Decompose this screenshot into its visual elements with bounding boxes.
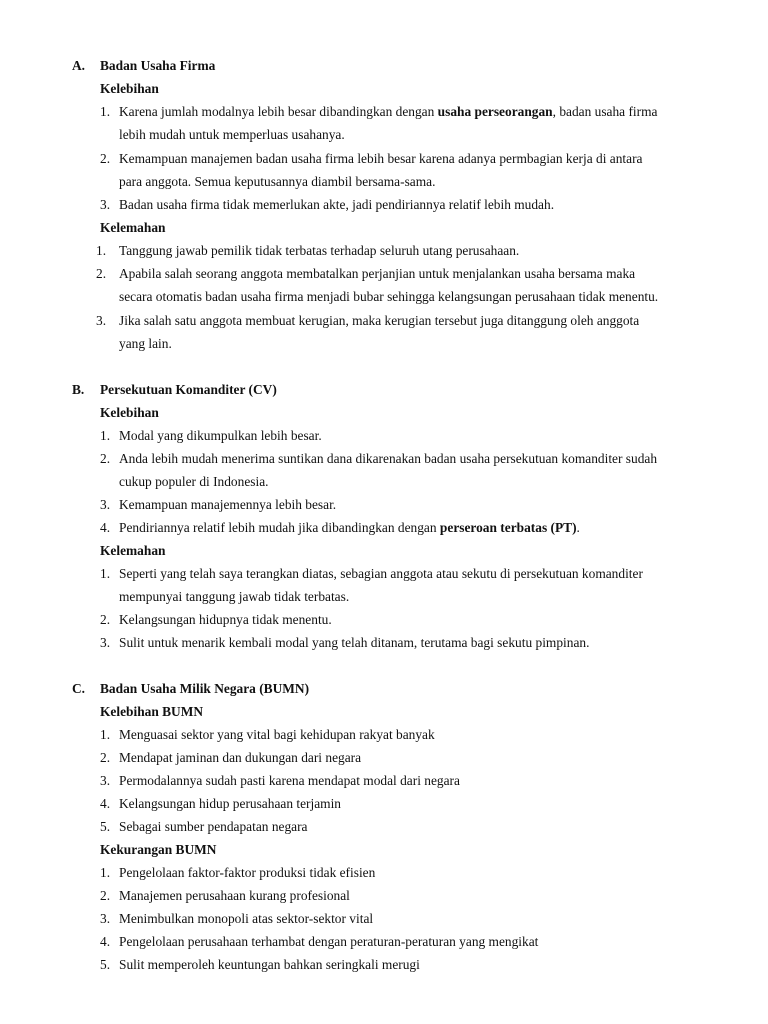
list-item-text-continued: cukup populer di Indonesia.	[119, 474, 269, 489]
section-a-disadvantages-heading: Kelemahan	[100, 220, 166, 235]
list-number: 2.	[100, 888, 111, 903]
list-number: 2.	[100, 750, 111, 765]
list-item-text: Pengelolaan faktor-faktor produksi tidak efisien	[119, 865, 376, 880]
list-item-text-continued: secara otomatis badan usaha firma menjadi bubar sehingga kelangsungan perusahaan tidak menentu.	[119, 289, 659, 304]
list-number: 3.	[96, 313, 107, 328]
section-c-letter: C.	[72, 681, 86, 696]
section-b-letter: B.	[72, 382, 85, 397]
list-number: 3.	[100, 635, 111, 650]
section-a-letter: A.	[72, 58, 86, 73]
section-b-disadvantages-heading: Kelemahan	[100, 543, 166, 558]
list-item-text: Jika salah satu anggota membuat kerugian, maka kerugian tersebut juga ditanggung oleh anggota	[119, 313, 640, 328]
list-item-text: Karena jumlah modalnya lebih besar dibandingkan dengan usaha perseorangan, badan usaha firma	[119, 104, 658, 119]
section-a-advantages-heading: Kelebihan	[100, 81, 159, 96]
list-item-text: Sulit memperoleh keuntungan bahkan seringkali merugi	[119, 957, 420, 972]
bold-term: usaha perseorangan	[437, 104, 553, 119]
list-item-text: Kemampuan manajemennya lebih besar.	[119, 497, 337, 512]
section-c-disadvantages-heading: Kekurangan BUMN	[100, 842, 217, 857]
list-item-text: Tanggung jawab pemilik tidak terbatas terhadap seluruh utang perusahaan.	[119, 243, 520, 258]
list-number: 4.	[100, 520, 111, 535]
list-number: 4.	[100, 796, 111, 811]
list-number: 3.	[100, 911, 111, 926]
list-number: 1.	[100, 727, 111, 742]
section-b-advantages-heading: Kelebihan	[100, 405, 159, 420]
list-item-text: Mendapat jaminan dan dukungan dari negara	[119, 750, 362, 765]
list-item-text: Permodalannya sudah pasti karena mendapat modal dari negara	[119, 773, 460, 788]
list-number: 1.	[100, 104, 111, 119]
list-item-text: Kelangsungan hidup perusahaan terjamin	[119, 796, 341, 811]
list-item-text: Kelangsungan hidupnya tidak menentu.	[119, 612, 332, 627]
list-number: 3.	[100, 773, 111, 788]
list-item-text: Menimbulkan monopoli atas sektor-sektor vital	[119, 911, 374, 926]
list-item-text: Sulit untuk menarik kembali modal yang telah ditanam, terutama bagi sekutu pimpinan.	[119, 635, 590, 650]
list-item-text: Badan usaha firma tidak memerlukan akte, jadi pendiriannya relatif lebih mudah.	[119, 197, 555, 212]
list-item-text: Manajemen perusahaan kurang profesional	[119, 888, 350, 903]
list-number: 4.	[100, 934, 111, 949]
section-a-title: Badan Usaha Firma	[100, 58, 216, 73]
list-number: 2.	[100, 451, 111, 466]
list-item-text: Anda lebih mudah menerima suntikan dana dikarenakan badan usaha persekutuan komanditer sudah	[119, 451, 658, 466]
section-c-advantages-heading: Kelebihan BUMN	[100, 704, 204, 719]
list-item-text-continued: yang lain.	[119, 336, 172, 351]
list-item-text: Kemampuan manajemen badan usaha firma lebih besar karena adanya permbagian kerja di antara	[119, 151, 643, 166]
list-item-text: Modal yang dikumpulkan lebih besar.	[119, 428, 322, 443]
list-number: 1.	[100, 865, 111, 880]
section-b-title: Persekutuan Komanditer (CV)	[100, 382, 277, 397]
list-number: 3.	[100, 197, 111, 212]
list-item-text: Seperti yang telah saya terangkan diatas, sebagian anggota atau sekutu di persekutuan komanditer	[119, 566, 643, 581]
list-number: 2.	[100, 612, 111, 627]
list-number: 1.	[96, 243, 107, 258]
list-item-text: Pendiriannya relatif lebih mudah jika dibandingkan dengan perseroan terbatas (PT).	[119, 520, 580, 535]
bold-term: perseroan terbatas (PT)	[439, 520, 577, 535]
list-item-text: Apabila salah seorang anggota membatalkan perjanjian untuk menjalankan usaha bersama maka	[119, 266, 636, 281]
list-number: 2.	[100, 151, 111, 166]
list-number: 1.	[100, 428, 111, 443]
list-number: 5.	[100, 819, 111, 834]
list-item-text-continued: lebih mudah untuk memperluas usahanya.	[119, 127, 345, 142]
list-item-text-continued: para anggota. Semua keputusannya diambil bersama-sama.	[119, 174, 436, 189]
list-item-text: Menguasai sektor yang vital bagi kehidupan rakyat banyak	[119, 727, 435, 742]
list-number: 1.	[100, 566, 111, 581]
section-c-title: Badan Usaha Milik Negara (BUMN)	[100, 681, 310, 696]
list-number: 2.	[96, 266, 107, 281]
list-number: 5.	[100, 957, 111, 972]
list-item-text: Pengelolaan perusahaan terhambat dengan peraturan-peraturan yang mengikat	[119, 934, 539, 949]
list-number: 3.	[100, 497, 111, 512]
list-item-text-continued: mempunyai tanggung jawab tidak terbatas.	[119, 589, 350, 604]
list-item-text: Sebagai sumber pendapatan negara	[119, 819, 308, 834]
